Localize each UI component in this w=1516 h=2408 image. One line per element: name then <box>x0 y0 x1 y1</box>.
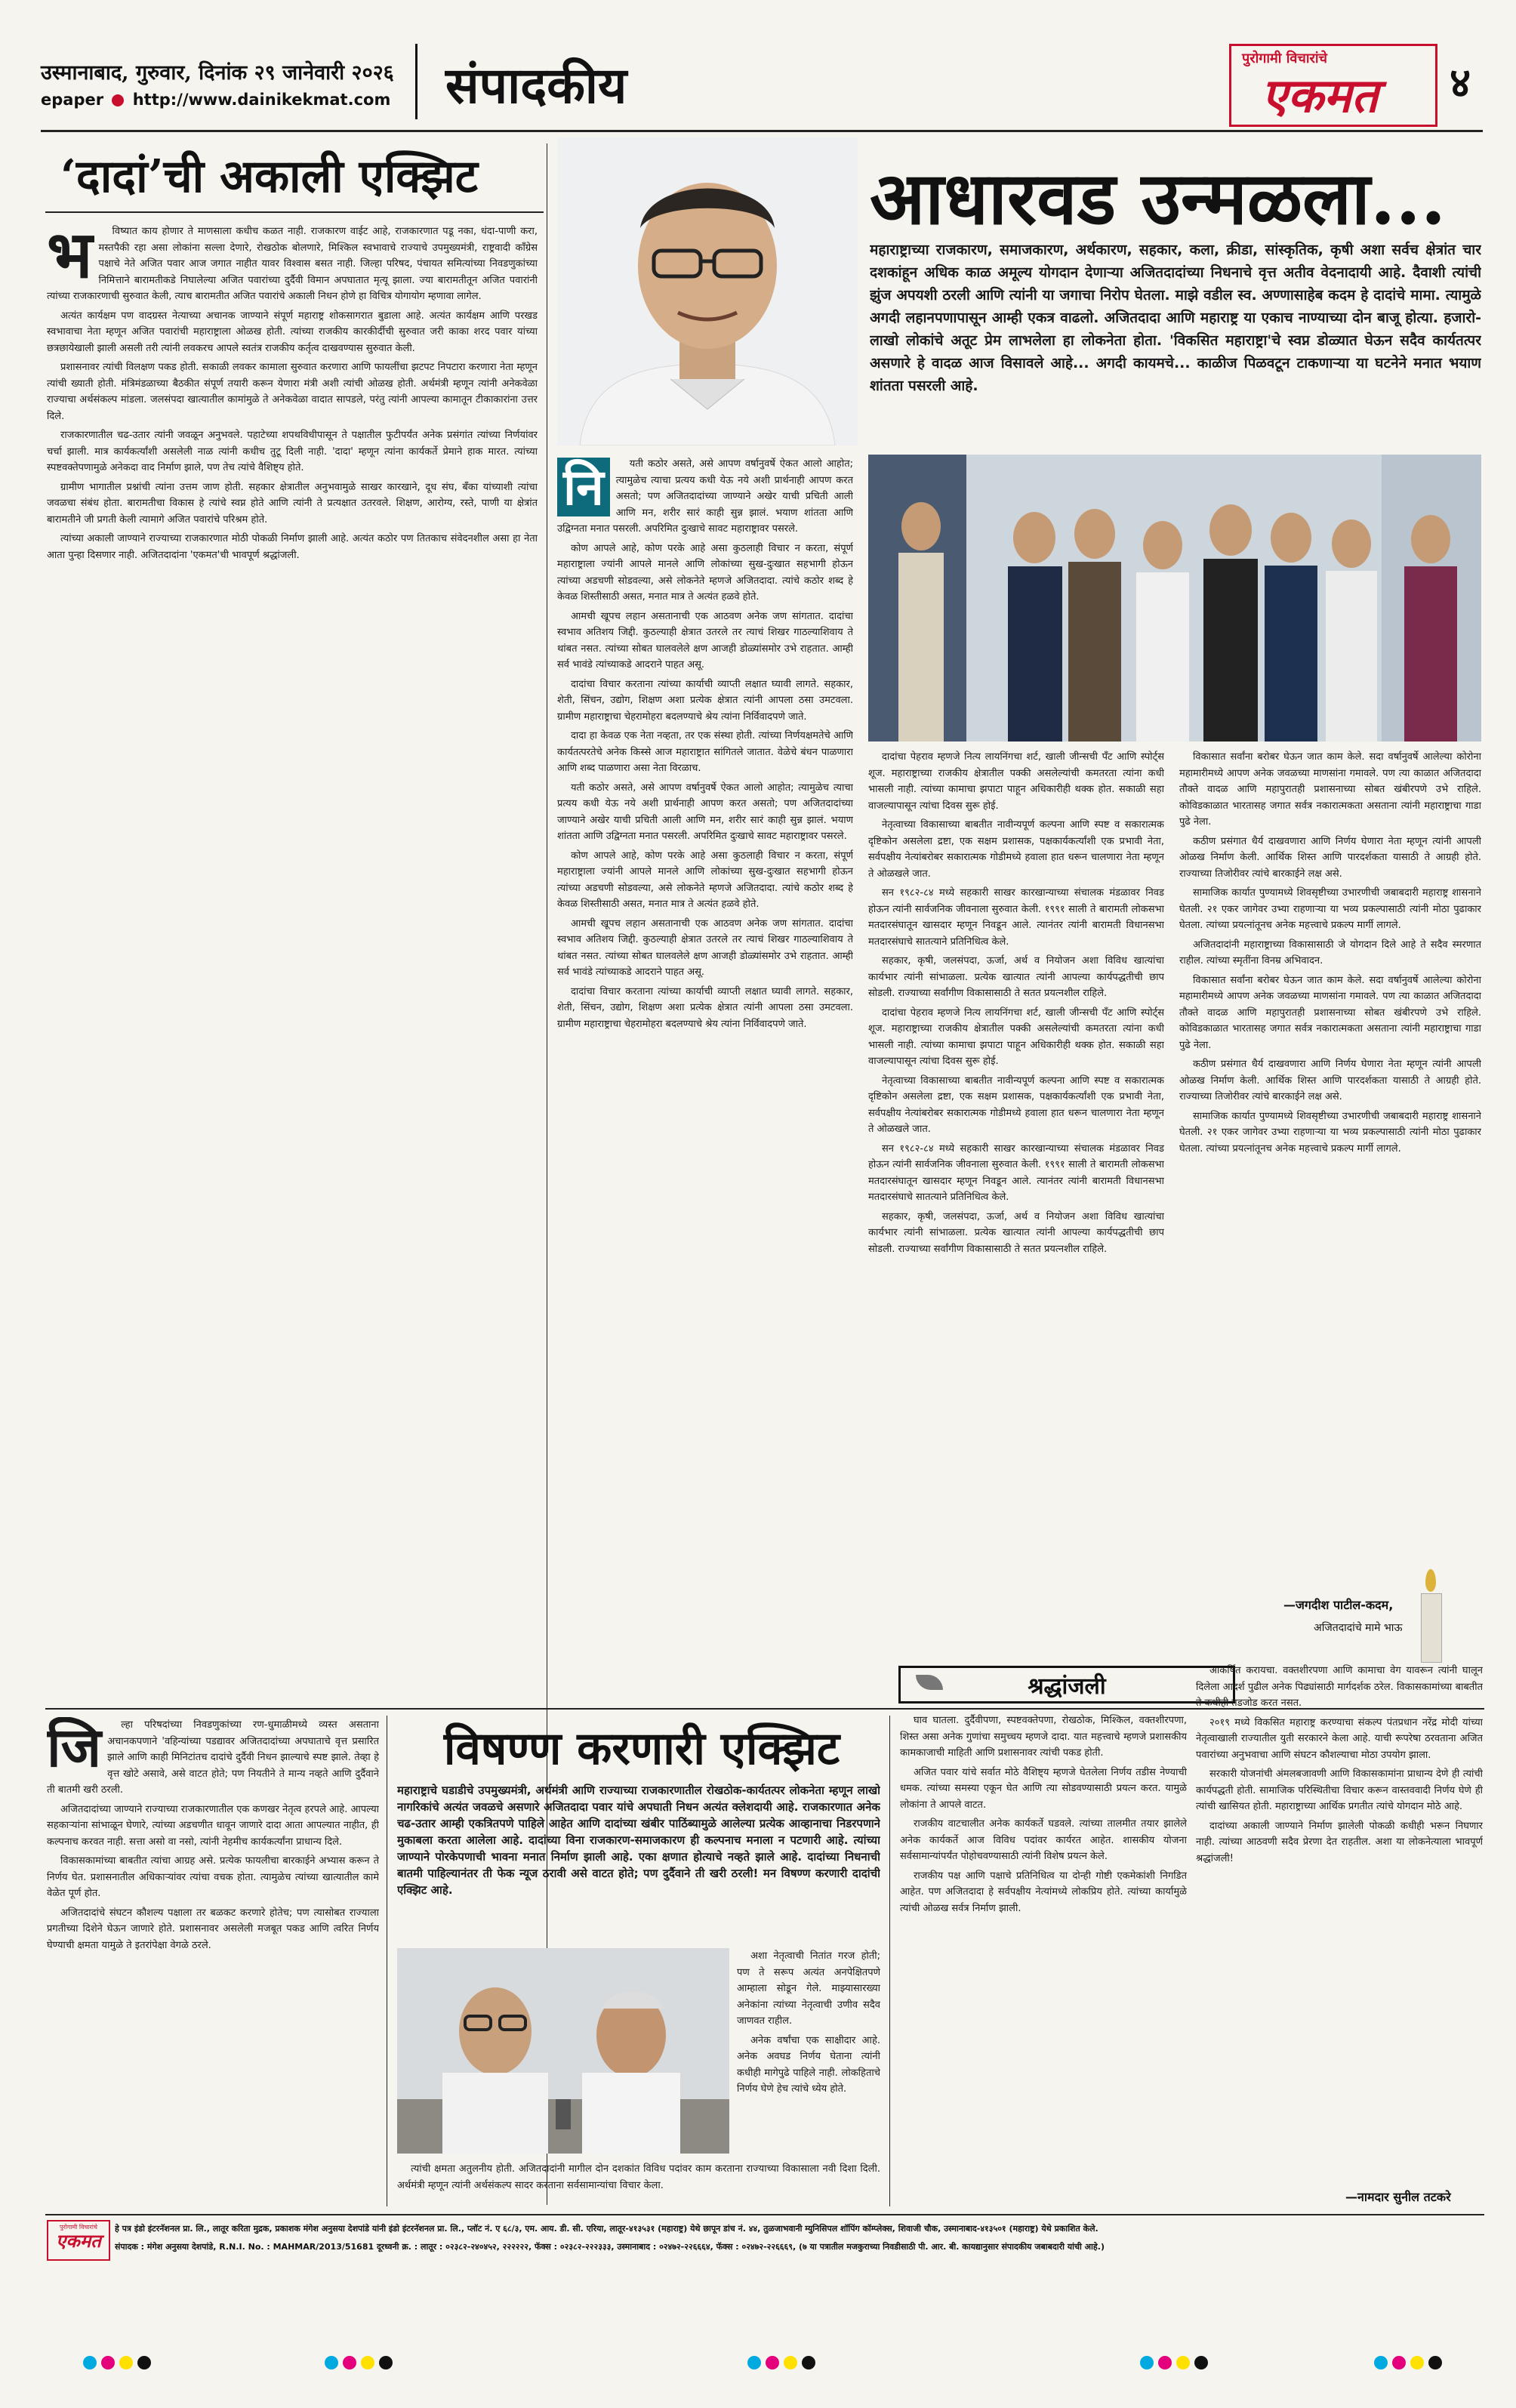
reg-dot <box>325 2356 338 2369</box>
bottom-feature-para: अजित पवार यांचे सर्वात मोठे वैशिष्ट्य म्हणजे घेतलेला निर्णय तडीस नेण्याची धमक. त्यांच्या समस्या एकून घेत आणि त्या सोडवण्यासाठी प्रयत्न करत. यामुळे लोकांना ते आपले वाटत. <box>900 1766 1187 1811</box>
footer-rule <box>45 2214 1484 2215</box>
reg-dot <box>379 2356 393 2369</box>
footer-registration: संपादक : मंगेश अनुसया देशपांडे, R.N.I. No. : MAHMAR/2013/51681 दूरध्वनी क्र. : लातूर : ०२३८२-२४०४५२, २२२२२२, फॅक्स : ०२३८२-२२२३३३, उस्मानाबाद : ०२४७२-२२६६६४, फॅक्स : ०२४७२-२२६६६९, (७ या पत्रातील मजकुराच्या निवडीसाठी पी. आर. बी. कायद्यानुसार संपादकीय जबाबदारी यांची आहे.) <box>115 2242 1105 2252</box>
bottom-feature-intro: महाराष्ट्राचे घडाडीचे उपमुख्यमंत्री, अर्थमंत्री आणि राज्याच्या राजकारणातील रोखठोक-कार्यतत्पर लोकनेता म्हणून लाखो नागरिकांचे अत्यंत जवळचे असणारे अजितदादा पवार यांचे अपघाती निधन अत्यंत क्लेशदायी आहे. राजकारणात अनेक चढ-उतार आम्ही एकत्रितपणे पाहिले आहेत आणि दादांच्या खंबीर पाठिंब्यामुळे आलेल्या प्रत्येक आव्हानाचा निडरपणाने मुकाबला करता आलेला आहे. दादांच्या विना राजकारण-समाजकारण ही कल्पनाच मनाला न पटणारी आहे. त्यांच्या जाण्याने पोरकेपणाची भावना मनात निर्माण झाली आहे. एका क्षणात होत्याचे नव्हते झाले आहे. दादांच्या निधनाची बातमी पाहिल्यानंतर ती फेक न्यूज ठरावी असे वाटत होते; पण दुर्दैवाने ती खरी ठरली! मन विषण्ण करणारी दादांची एक्झिट आहे. <box>397 1784 880 1897</box>
reg-dot <box>1194 2356 1208 2369</box>
top-feature-column-c <box>1179 749 1481 1586</box>
bottom-feature-para: अशा नेतृत्वाची नितांत गरज होती; पण ते सरूप अत्यंत अनपेक्षितपणे आम्हाला सोडून गेले. माझ्यासारख्या अनेकांना त्यांच्या नेतृत्वाची उणीव सदैव जाणवत राहील. <box>737 1950 880 2027</box>
bottom-feature-column-c <box>1196 1663 1483 2184</box>
editorial-para: ग्रामीण भागातील प्रश्नांची त्यांना उत्तम जाण होती. सहकार क्षेत्रातील अनुभवामुळे साखर कारखाने, दूध संघ, बँका यांच्याशी त्यांचा जवळचा संबंध होता. बारामतीचा विकास हे त्यांचे स्वप्न होते आणि त्यांनी ते प्रत्यक्षात उतरवले. शिक्षण, आरोग्य, रस्ते, पाणी या क्षेत्रांत बारामतीने जी प्रगती केली त्यामागे अजित पवारांचे परिश्रम होते. <box>47 481 538 526</box>
reg-dot <box>343 2356 356 2369</box>
reg-dot <box>119 2356 133 2369</box>
bottom-feature-para: दादांच्या अकाली जाण्याने निर्माण झालेली पोकळी कधीही भरून निघणार नाही. त्यांच्या आठवणी सदैव प्रेरणा देत राहतील. अशा या लोकनेत्याला भावपूर्ण श्रद्धांजली! <box>1196 1820 1483 1864</box>
reg-dot <box>784 2356 797 2369</box>
bottom-feature-column-b <box>900 1713 1187 2208</box>
reg-dot <box>802 2356 815 2369</box>
top-feature-para: विकासात सर्वांना बरोबर घेऊन जात काम केले. सदा वर्षानुवर्षे आलेल्या कोरोना महामारीमध्ये आपण अनेक जवळच्या माणसांना गमावले. पण त्या काळात अजितदादा तौक्ते वादळ आणि महापुरातही प्रशासनाच्या सोबत खंबीरपणे उभे राहिले. कोविडकाळात भारतासह जगात सर्वत्र नकारात्मकता असताना त्यांनी महाराष्ट्राचा गाडा पुढे नेला. <box>1179 751 1481 828</box>
editorial-para: अत्यंत कार्यक्षम पण वादग्रस्त नेत्याच्या अचानक जाण्याने संपूर्ण महाराष्ट्र शोकसागरात बुडाला आहे. अत्यंत कार्यक्षम आणि परखड स्वभावाचा नेता म्हणून अजित पवारांची महाराष्ट्राला ओळख होती. त्यांच्या राजकीय कारकीर्दीची सुरुवात जरी काका शरद पवार यांच्या छत्रछायेखाली झाली असली तरी त्यांनी लवकरच आपले स्वतंत्र राजकीय कर्तृत्व दाखवण्यास सुरुवात केली. <box>47 310 538 354</box>
top-feature-para: दादांचा विचार करताना त्यांच्या कार्याची व्याप्ती लक्षात घ्यावी लागते. सहकार, शेती, सिंचन, उद्योग, शिक्षण अशा प्रत्येक क्षेत्रात त्यांनी आपला ठसा उमटवला. ग्रामीण महाराष्ट्राचा चेहरामोहरा बदलण्याचे श्रेय त्यांना निर्विवादपणे जाते. <box>557 985 853 1030</box>
bottom-feature-title: विषण्ण करणारी एक्झिट <box>443 1722 840 1775</box>
masthead-divider <box>415 44 418 119</box>
editorial-para: विष्यात काय होणार ते माणसाला कधीच कळत नाही. राजकारण वाईट आहे, राजकारणात पडू नका, धंदा-पाणी करा, मस्तपैकी रहा असा लोकांना सल्ला देणारे, रोखठोक बोलणारे, मिश्किल स्वभावाचे राज्याचे उपमुख्यमंत्री, राष्ट्रवादी काँग्रेस पक्षाचे नेते अजित पवार आज जगात नाहीत यावर विश्वास बसत नाही. जिल्हा परिषद, पंचायत समित्यांच्या निवडणुकांच्या निमित्ताने बारामतीकडे निघालेल्या अजित पवारांच्या दुर्दैवी विमान अपघातात मृत्यू झाला. ज्या बारामतीतून अजित पवारांनी त्यांच्या राजकारणाची सुरुवात केली, त्याच बारामतीत अजित पवारांचे अकाली निधन होणे हा विचित्र योगायोग म्हणावा लागेल. <box>47 226 538 302</box>
bottom-feature-para: आकर्षित करायचा. वक्तशीरपणा आणि कामाचा वेग यावरून त्यांनी घालून दिलेला आदर्श पुढील अनेक पिढ्यांसाठी मार्गदर्शक ठरेल. विकासकामांच्या बाबतीत ते कधीही तडजोड करत नसत. <box>1196 1665 1483 1709</box>
portrait-illustration <box>557 137 858 446</box>
top-feature-dropcap: नि <box>557 458 610 516</box>
top-feature-title: आधारवड उन्मळला... <box>870 156 1447 241</box>
page-number: ४ <box>1450 58 1471 106</box>
top-feature-para: कठीण प्रसंगात धैर्य दाखवणारा आणि निर्णय घेणारा नेता म्हणून त्यांनी आपली ओळख निर्माण केली. आर्थिक शिस्त आणि पारदर्शकता यासाठी ते आग्रही होते. राज्याच्या तिजोरीवर त्यांचे बारकाईने लक्ष असे. <box>1179 835 1481 880</box>
top-feature-para: कोण आपले आहे, कोण परके आहे असा कुठलाही विचार न करता, संपूर्ण महाराष्ट्राला ज्यांनी आपले मानले आणि लोकांच्या सुख-दुःखात सहभागी होऊन त्यांच्या अडचणी सोडवल्या, असे लोकनेते म्हणजे अजितदादा. त्यांचे कठोर शब्द हे केवळ शिस्तीसाठी असत, मनात मात्र ते अत्यंत हळवे होते. <box>557 849 853 910</box>
top-feature-signature: —जगदीश पाटील-कदम, <box>1283 1598 1394 1612</box>
top-feature-body <box>557 456 853 1694</box>
reg-dot <box>1410 2356 1424 2369</box>
top-feature-para: सहकार, कृषी, जलसंपदा, ऊर्जा, अर्थ व नियोजन अशा विविध खात्यांचा कार्यभार त्यांनी सांभाळला. प्रत्येक खात्यात त्यांनी आपल्या कार्यपद्धतीची छाप सोडली. राज्याच्या सर्वांगीण विकासासाठी ते सतत प्रयत्नशील राहिले. <box>868 1210 1164 1255</box>
reg-dot <box>1158 2356 1172 2369</box>
editorial-title-rule <box>45 211 544 213</box>
reg-dot <box>361 2356 374 2369</box>
tribute-box <box>898 1666 1235 1703</box>
bottom-feature-signature: —नामदार सुनील तटकरे <box>1345 2190 1451 2204</box>
footer-imprint: हे पत्र इंडो इंटरनॅशनल प्रा. लि., लातूर करिता मुद्रक, प्रकाशक मंगेश अनुसया देशपांडे यांनी इंडो इंटरनॅशनल प्रा. लि., प्लॉट नं. ए ६८/३, एम. आय. डी. सी. एरिया, लातूर-४१३५३१ (महाराष्ट्र) येथे छापून डांच नं. ४४, तुळजाभवानी म्युनिसिपल शॉपिंग कॉम्प्लेक्स, शिवाजी चौक, उस्मानाबाद-४१३५०१ (महाराष्ट्र) येथे प्रकाशित केले. <box>115 2224 1098 2234</box>
reg-dot <box>747 2356 761 2369</box>
reg-dot <box>1176 2356 1190 2369</box>
top-feature-para: दादांचा पेहराव म्हणजे नित्य लायनिंगचा शर्ट, खाली जीन्सची पँट आणि स्पोर्ट्स शूज. महाराष्ट्राच्या राजकीय क्षेत्रातील पक्की असलेल्यांची कमतरता त्यांना कधी भासली नाही. त्यांच्या कामाचा झपाटा पाहून अधिकारीही थक्क होत. सकाळी सहा वाजल्यापासून त्यांचा दिवस सुरू होई. <box>868 751 1164 812</box>
masthead-rule <box>41 130 1483 132</box>
editorial-dropcap: भ <box>47 224 93 293</box>
epaper-line[interactable] <box>41 91 390 109</box>
column-divider <box>889 1716 890 2206</box>
brand-logo <box>1229 44 1437 127</box>
footer-logo <box>47 2220 110 2261</box>
bottom-feature-body <box>737 1948 880 2154</box>
top-feature-signature-note: अजितदादांचे मामे भाऊ <box>1314 1622 1403 1634</box>
masthead <box>23 44 1493 127</box>
globe-icon <box>112 94 124 106</box>
bottom-feature-para: २०१९ मध्ये विकसित महाराष्ट्र करण्याचा संकल्प पंतप्रधान नरेंद्र मोदी यांच्या नेतृत्वाखाली राज्यातील युती सरकारने केला आहे. याची रूपरेषा ठरवताना अजित पवारांच्या अनुभवाचा आणि संघटन कौशल्याचा मोठा उपयोग झाला. <box>1196 1716 1483 1761</box>
top-feature-para: अजितदादांनी महाराष्ट्राच्या विकासासाठी जे योगदान दिले आहे ते सदैव स्मरणात राहील. त्यांच्या स्मृतींना विनम्र अभिवादन. <box>1179 939 1481 967</box>
editorial-title: ‘दादां’ची अकाली एक्झिट <box>60 150 478 203</box>
editorial-para: त्यांच्या अकाली जाण्याने राज्याच्या राजकारणात मोठी पोकळी निर्माण झाली आहे. अत्यंत कठोर पण तितकाच संवेदनशील असा हा नेता आता पुन्हा दिसणार नाही. अजितदादांना 'एकमत'ची भावपूर्ण श्रद्धांजली. <box>47 533 538 561</box>
editorial-para: राजकारणातील चढ-उतार त्यांनी जवळून अनुभवले. पहाटेच्या शपथविधीपासून ते पक्षातील फुटीपर्यंत अनेक प्रसंगांत त्यांच्या निर्णयांवर चर्चा झाली. मात्र कार्यकर्त्यांशी असलेली नाळ त्यांनी कधीच तुटू दिली नाही. 'दादा' म्हणून त्यांना कार्यकर्ते प्रेमाने हाक मारत. त्यांच्या स्पष्टवक्तेपणामुळे अनेकदा वाद निर्माण झाले, पण तेच त्यांचे वैशिष्ट्य होते. <box>47 430 538 473</box>
left-bottom-para: ल्हा परिषदांच्या निवडणुकांच्या रण-धुमाळीमध्ये व्यस्त असताना अचानकपणाने 'वहिन्यांच्या पडद्यावर अजितदादांच्या अपघाताचे वृत्त प्रसारित झाले आणि काही मिनिटांतच दादांचे दुर्दैवी निधन झाल्याचे स्पष्ट झाले. तेव्हा हे वृत्त खोटे असावे, असे वाटत होते; पण नियतीने ते मान्य नव्हते आणि दुर्दैवाने ती बातमी खरी ठरली. <box>47 1719 379 1796</box>
top-feature-para: सहकार, कृषी, जलसंपदा, ऊर्जा, अर्थ व नियोजन अशा विविध खात्यांचा कार्यभार त्यांनी सांभाळला. प्रत्येक खात्यात त्यांनी आपल्या कार्यपद्धतीची छाप सोडली. राज्याच्या सर्वांगीण विकासासाठी ते सतत प्रयत्नशील राहिले. <box>868 955 1164 999</box>
top-feature-para: आमची खूपच लहान असतानाची एक आठवण अनेक जण सांगतात. दादांचा स्वभाव अतिशय जिद्दी. कुठल्याही क्षेत्रात उतरले तर त्याचं शिखर गाठल्याशिवाय ते थांबत नसत. त्यांच्या सोबत घालवलेले क्षण आजही डोळ्यांसमोर उभे राहतात. आम्ही सर्व भावंडे त्यांच्याकडे आदराने पाहत असू. <box>557 917 853 978</box>
bottom-photo <box>397 1948 729 2154</box>
top-feature-para: यती कठोर असते, असे आपण वर्षानुवर्षे ऐकत आलो आहोत; त्यामुळेच त्याचा प्रत्यय कधी येऊ नये अशी प्रार्थनाही आपण करत असतो; पण अजितदादांच्या जाण्याने अखेर याची प्रचिती आली आणि मन, शरीर सारं काही सुन्न झालं. भयाण शांतता आणि उद्विग्नता मनात पसरली. अपरिमित दुःखाचे सावट महाराष्ट्रावर पसरले. <box>557 458 853 535</box>
top-feature-para: कोण आपले आहे, कोण परके आहे असा कुठलाही विचार न करता, संपूर्ण महाराष्ट्राला ज्यांनी आपले मानले आणि लोकांच्या सुख-दुःखात सहभागी होऊन त्यांच्या अडचणी सोडवल्या, असे लोकनेते म्हणजे अजितदादा. त्यांचे कठोर शब्द हे केवळ शिस्तीसाठी असत, मनात मात्र ते अत्यंत हळवे होते. <box>557 542 853 603</box>
reg-dot <box>137 2356 151 2369</box>
bottom-feature-para: त्यांची क्षमता अतुलनीय होती. अजितदादांनी मागील दोन दशकांत विविध पदांवर काम करताना राज्याच्या विकासाला नवी दिशा दिली. अर्थमंत्री म्हणून त्यांनी अर्थसंकल्प सादर करताना सर्वसामान्यांचा विचार केला. <box>397 2163 880 2191</box>
bottom-feature-body-lower <box>397 2161 880 2208</box>
left-bottom-dropcap: जि <box>47 1717 102 1779</box>
left-bottom-para: अजितदादांच्या जाण्याने राज्याच्या राजकारणातील एक कणखर नेतृत्व हरपले आहे. आपल्या सहकाऱ्यांना सांभाळून घेणारे, त्यांच्या अडचणीत धावून जाणारे दादा आता आपल्यात नाहीत, ही कल्पनाच करवत नाही. सत्ता असो वा नसो, त्यांनी नेहमीच कार्यकर्त्यांना प्राधान्य दिले. <box>47 1803 379 1848</box>
tribute-label: श्रद्धांजली <box>1028 1673 1106 1700</box>
reg-dot <box>766 2356 779 2369</box>
top-feature-intro: महाराष्ट्राच्या राजकारण, समाजकारण, अर्थकारण, सहकार, कला, क्रीडा, सांस्कृतिक, कृषी अशा सर्वच क्षेत्रांत चार दशकांहून अधिक काळ अमूल्य योगदान देणाऱ्या अजितदादांच्या निधनाचे वृत्त अतीव वेदनादायी आहे. दैवाशी त्यांची झुंज अपयशी ठरली आणि त्यांनी या जगाचा निरोप घेतला. माझे वडील स्व. अण्णासाहेब कदम हे दादांचे मामा. त्यामुळे अगदी लहानपणापासून आम्ही एकत्र वाढलो. अजितदादा आणि महाराष्ट्र या एकाच नाण्याच्या दोन बाजू होत्या. हजारो-लाखो लोकांचे अतूट प्रेम लाभलेला हा लोकनेता होता. 'विकसित महाराष्ट्रा'चे स्वप्न डोळ्यात घेऊन सदैव कार्यतत्पर असणारे हे वादळ आज विसावले आहे... अगदी कायमचे... काळीज पिळवटून टाकणाऱ्या या घटनेने मनात भयाण शांतता पसरली आहे. <box>870 242 1481 394</box>
reg-dot <box>1374 2356 1388 2369</box>
dateline: उस्मानाबाद, गुरुवार, दिनांक २९ जानेवारी २०२६ <box>41 61 394 85</box>
top-feature-para: कठीण प्रसंगात धैर्य दाखवणारा आणि निर्णय घेणारा नेता म्हणून त्यांनी आपली ओळख निर्माण केली. आर्थिक शिस्त आणि पारदर्शकता यासाठी ते आग्रही होते. राज्याच्या तिजोरीवर त्यांचे बारकाईने लक्ष असे. <box>1179 1059 1481 1102</box>
group-photo-illustration <box>868 455 1481 742</box>
left-bottom-para: विकासकामांच्या बाबतीत त्यांचा आग्रह असे. प्रत्येक फायलीचा बारकाईने अभ्यास करून ते निर्णय घेत. प्रशासनातील अधिकाऱ्यांवर त्यांचा वचक होता. त्यामुळेच त्यांच्या खात्यातील कामे वेळेत पूर्ण होत. <box>47 1855 379 1899</box>
top-feature-para: सन १९८२-८४ मध्ये सहकारी साखर कारखान्याच्या संचालक मंडळावर निवड होऊन त्यांनी सार्वजनिक जीवनाला सुरुवात केली. १९९१ साली ते बारामती लोकसभा मतदारसंघातून खासदार म्हणून निवडून आले. त्यानंतर त्यांनी बारामती विधानसभा मतदारसंघाचे सातत्याने प्रतिनिधित्व केले. <box>868 1142 1164 1203</box>
top-feature-para: सामाजिक कार्यात पुण्यामध्ये शिवसृष्टीच्या उभारणीची जबाबदारी महाराष्ट्र शासनाने घेतली. २१ एकर जागेवर उभ्या राहणाऱ्या या भव्य प्रकल्पासाठी त्यांनी मोठा पुढाकार घेतला. त्यांच्या प्रयत्नांतूनच अनेक महत्त्वाचे प्रकल्प मार्गी लागले. <box>1179 887 1481 931</box>
reg-dot <box>101 2356 115 2369</box>
brand-tagline: पुरोगामी विचारांचे <box>1242 51 1327 66</box>
reg-dot <box>83 2356 97 2369</box>
registration-marks <box>0 2348 1516 2379</box>
top-feature-para: सन १९८२-८४ मध्ये सहकारी साखर कारखान्याच्या संचालक मंडळावर निवड होऊन त्यांनी सार्वजनिक जीवनाला सुरुवात केली. १९९१ साली ते बारामती लोकसभा मतदारसंघातून खासदार म्हणून निवडून आले. त्यानंतर त्यांनी बारामती विधानसभा मतदारसंघाचे सातत्याने प्रतिनिधित्व केले. <box>868 887 1164 948</box>
section-title: संपादकीय <box>445 56 627 115</box>
reg-dot <box>1140 2356 1154 2369</box>
epaper-url[interactable]: http://www.dainikekmat.com <box>132 91 391 109</box>
top-feature-para: यती कठोर असते, असे आपण वर्षानुवर्षे ऐकत आलो आहोत; त्यामुळेच त्याचा प्रत्यय कधी येऊ नये अशी प्रार्थनाही आपण करत असतो; पण अजितदादांच्या जाण्याने अखेर याची प्रचिती आली आणि मन, शरीर सारं काही सुन्न झालं. भयाण शांतता आणि उद्विग्नता मनात पसरली. अपरिमित दुःखाचे सावट महाराष्ट्रावर पसरले. <box>557 782 853 842</box>
portrait-photo <box>557 137 858 446</box>
bottom-feature-para: राजकीय पक्ष आणि पक्षाचे प्रतिनिधित्व या दोन्ही गोष्टी एकमेकांशी निगडित आहेत. पण अजितदादा हे सर्वपक्षीय नेत्यांमध्ये लोकप्रिय होते. त्यांच्या कार्यामुळे त्यांची ओळख सर्वत्र निर्माण झाली. <box>900 1870 1187 1914</box>
top-feature-para: विकासात सर्वांना बरोबर घेऊन जात काम केले. सदा वर्षानुवर्षे आलेल्या कोरोना महामारीमध्ये आपण अनेक जवळच्या माणसांना गमावले. पण त्या काळात अजितदादा तौक्ते वादळ आणि महापुरातही प्रशासनाच्या सोबत खंबीरपणे उभे राहिले. कोविडकाळात भारतासह जगात सर्वत्र नकारात्मकता असताना त्यांनी महाराष्ट्राचा गाडा पुढे नेला. <box>1179 974 1481 1051</box>
candle-icon <box>1410 1563 1451 1661</box>
left-bottom-body <box>47 1717 379 2208</box>
reg-dot <box>1428 2356 1442 2369</box>
top-feature-para: दादांचा विचार करताना त्यांच्या कार्याची व्याप्ती लक्षात घ्यावी लागते. सहकार, शेती, सिंचन, उद्योग, शिक्षण अशा प्रत्येक क्षेत्रात त्यांनी आपला ठसा उमटवला. ग्रामीण महाराष्ट्राचा चेहरामोहरा बदलण्याचे श्रेय त्यांना निर्विवादपणे जाते. <box>557 678 853 723</box>
bottom-feature-para: अनेक वर्षांचा एक साक्षीदार आहे. अनेक अवघड निर्णय घेताना त्यांनी कधीही मागेपुढे पाहिले नाही. लोकहिताचे निर्णय घेणे हेच त्यांचे ध्येय होते. <box>737 2034 880 2095</box>
top-feature-para: नेतृत्वाच्या विकासाच्या बाबतीत नावीन्यपूर्ण कल्पना आणि स्पष्ट व सकारात्मक दृष्टिकोन असलेला द्रष्टा, एक सक्षम प्रशासक, पक्षकार्यकर्त्यांशी एक प्रभावी नेता, सर्वपक्षीय नेत्यांबरोबर सकारात्मक गोडीमध्ये हवाला हात धरून चालणारा नेता म्हणून ते ओळखले जात. <box>868 819 1164 880</box>
footer-brand-tagline: पुरोगामी विचारांचे <box>60 2224 97 2231</box>
bottom-feature-para: घाव घातला. दुर्दैवीपणा, स्पष्टवक्तेपणा, रोखठोक, मिश्किल, वक्तशीरपणा, शिस्त असा अनेक गुणांचा समुच्चय म्हणजे दादा. यात महत्त्वाचे म्हणजे प्रशासकीय कामकाजाची माहिती आणि प्रशासनावर त्यांची पकड होती. <box>900 1715 1187 1759</box>
top-feature-para: दादा हा केवळ एक नेता नव्हता, तर एक संस्था होती. त्यांच्या निर्णयक्षमतेचे आणि कार्यतत्परतेचे अनेक किस्से आज महाराष्ट्रात सांगितले जातात. वेळेचे बंधन पाळणारा आणि शब्द पाळणारा असा नेता विरळाच. <box>557 730 853 774</box>
group-photo <box>868 455 1481 742</box>
epaper-label: epaper <box>41 91 104 109</box>
reg-dot <box>1392 2356 1406 2369</box>
editorial-body <box>47 224 538 1779</box>
editorial-para: प्रशासनावर त्यांची विलक्षण पकड होती. सकाळी लवकर कामाला सुरुवात करणारा आणि फायलींचा झटपट निपटारा करणारा नेता म्हणून त्यांची ख्याती होती. मंत्रिमंडळाच्या बैठकीत संपूर्ण तयारी करून येणारा मंत्री अशी त्यांची ओळख होती. अर्थमंत्री म्हणून त्यांनी अनेकवेळा राज्याचा अर्थसंकल्प मांडला. जलसंपदा खात्यातील कामांमुळे ते अनेकवेळा वादात सापडले, परंतु त्यांनी आपल्या कामातून टीकाकारांना उत्तर दिले. <box>47 362 538 422</box>
top-feature-column-b <box>868 749 1164 1716</box>
bottom-photo-illustration <box>397 1948 729 2154</box>
left-bottom-para: अजितदादांचे संघटन कौशल्य पक्षाला तर बळकट करणारे होतेच; पण त्यासोबत राज्याला प्रगतीच्या दिशेने घेऊन जाणारे होते. प्रशासनावर असलेली मजबूत पकड आणि त्वरित निर्णय घेण्याची क्षमता यामुळे ते इतरांपेक्षा वेगळे ठरले. <box>47 1907 379 1951</box>
top-feature-para: सामाजिक कार्यात पुण्यामध्ये शिवसृष्टीच्या उभारणीची जबाबदारी महाराष्ट्र शासनाने घेतली. २१ एकर जागेवर उभ्या राहणाऱ्या या भव्य प्रकल्पासाठी त्यांनी मोठा पुढाकार घेतला. त्यांच्या प्रयत्नांतूनच अनेक महत्त्वाचे प्रकल्प मार्गी लागले. <box>1179 1110 1481 1155</box>
bottom-feature-para: सरकारी योजनांची अंमलबजावणी आणि विकासकामांना प्राधान्य देणे ही त्यांची कार्यपद्धती होती. सामाजिक परिस्थितीचा विचार करून वास्तववादी निर्णय घेणे ही त्यांची खासियत होती. महाराष्ट्राच्या आर्थिक प्रगतीत त्यांचे योगदान मोठे आहे. <box>1196 1768 1483 1812</box>
top-feature-para: दादांचा पेहराव म्हणजे नित्य लायनिंगचा शर्ट, खाली जीन्सची पँट आणि स्पोर्ट्स शूज. महाराष्ट्राच्या राजकीय क्षेत्रातील पक्की असलेल्यांची कमतरता त्यांना कधी भासली नाही. त्यांच्या कामाचा झपाटा पाहून अधिकारीही थक्क होत. सकाळी सहा वाजल्यापासून त्यांचा दिवस सुरू होई. <box>868 1007 1164 1067</box>
brand-name: एकमत <box>1262 68 1379 123</box>
top-feature-para: नेतृत्वाच्या विकासाच्या बाबतीत नावीन्यपूर्ण कल्पना आणि स्पष्ट व सकारात्मक दृष्टिकोन असलेला द्रष्टा, एक सक्षम प्रशासक, पक्षकार्यकर्त्यांशी एक प्रभावी नेता, सर्वपक्षीय नेत्यांबरोबर सकारात्मक गोडीमध्ये हवाला हात धरून चालणारा नेता म्हणून ते ओळखले जात. <box>868 1075 1164 1135</box>
top-feature-para: आमची खूपच लहान असतानाची एक आठवण अनेक जण सांगतात. दादांचा स्वभाव अतिशय जिद्दी. कुठल्याही क्षेत्रात उतरले तर त्याचं शिखर गाठल्याशिवाय ते थांबत नसत. त्यांच्या सोबत घालवलेले क्षण आजही डोळ्यांसमोर उभे राहतात. आम्ही सर्व भावंडे त्यांच्याकडे आदराने पाहत असू. <box>557 610 853 671</box>
footer-brand-name: एकमत <box>56 2230 101 2252</box>
bottom-feature-para: राजकीय वाटचालीत अनेक कार्यकर्ते घडवले. त्यांच्या तालमीत तयार झालेले अनेक कार्यकर्ते आज विविध पदांवर कार्यरत आहेत. शासकीय योजना सर्वसामान्यांपर्यंत पोहोचवण्यासाठी त्यांनी विशेष प्रयत्न केले. <box>900 1818 1187 1862</box>
